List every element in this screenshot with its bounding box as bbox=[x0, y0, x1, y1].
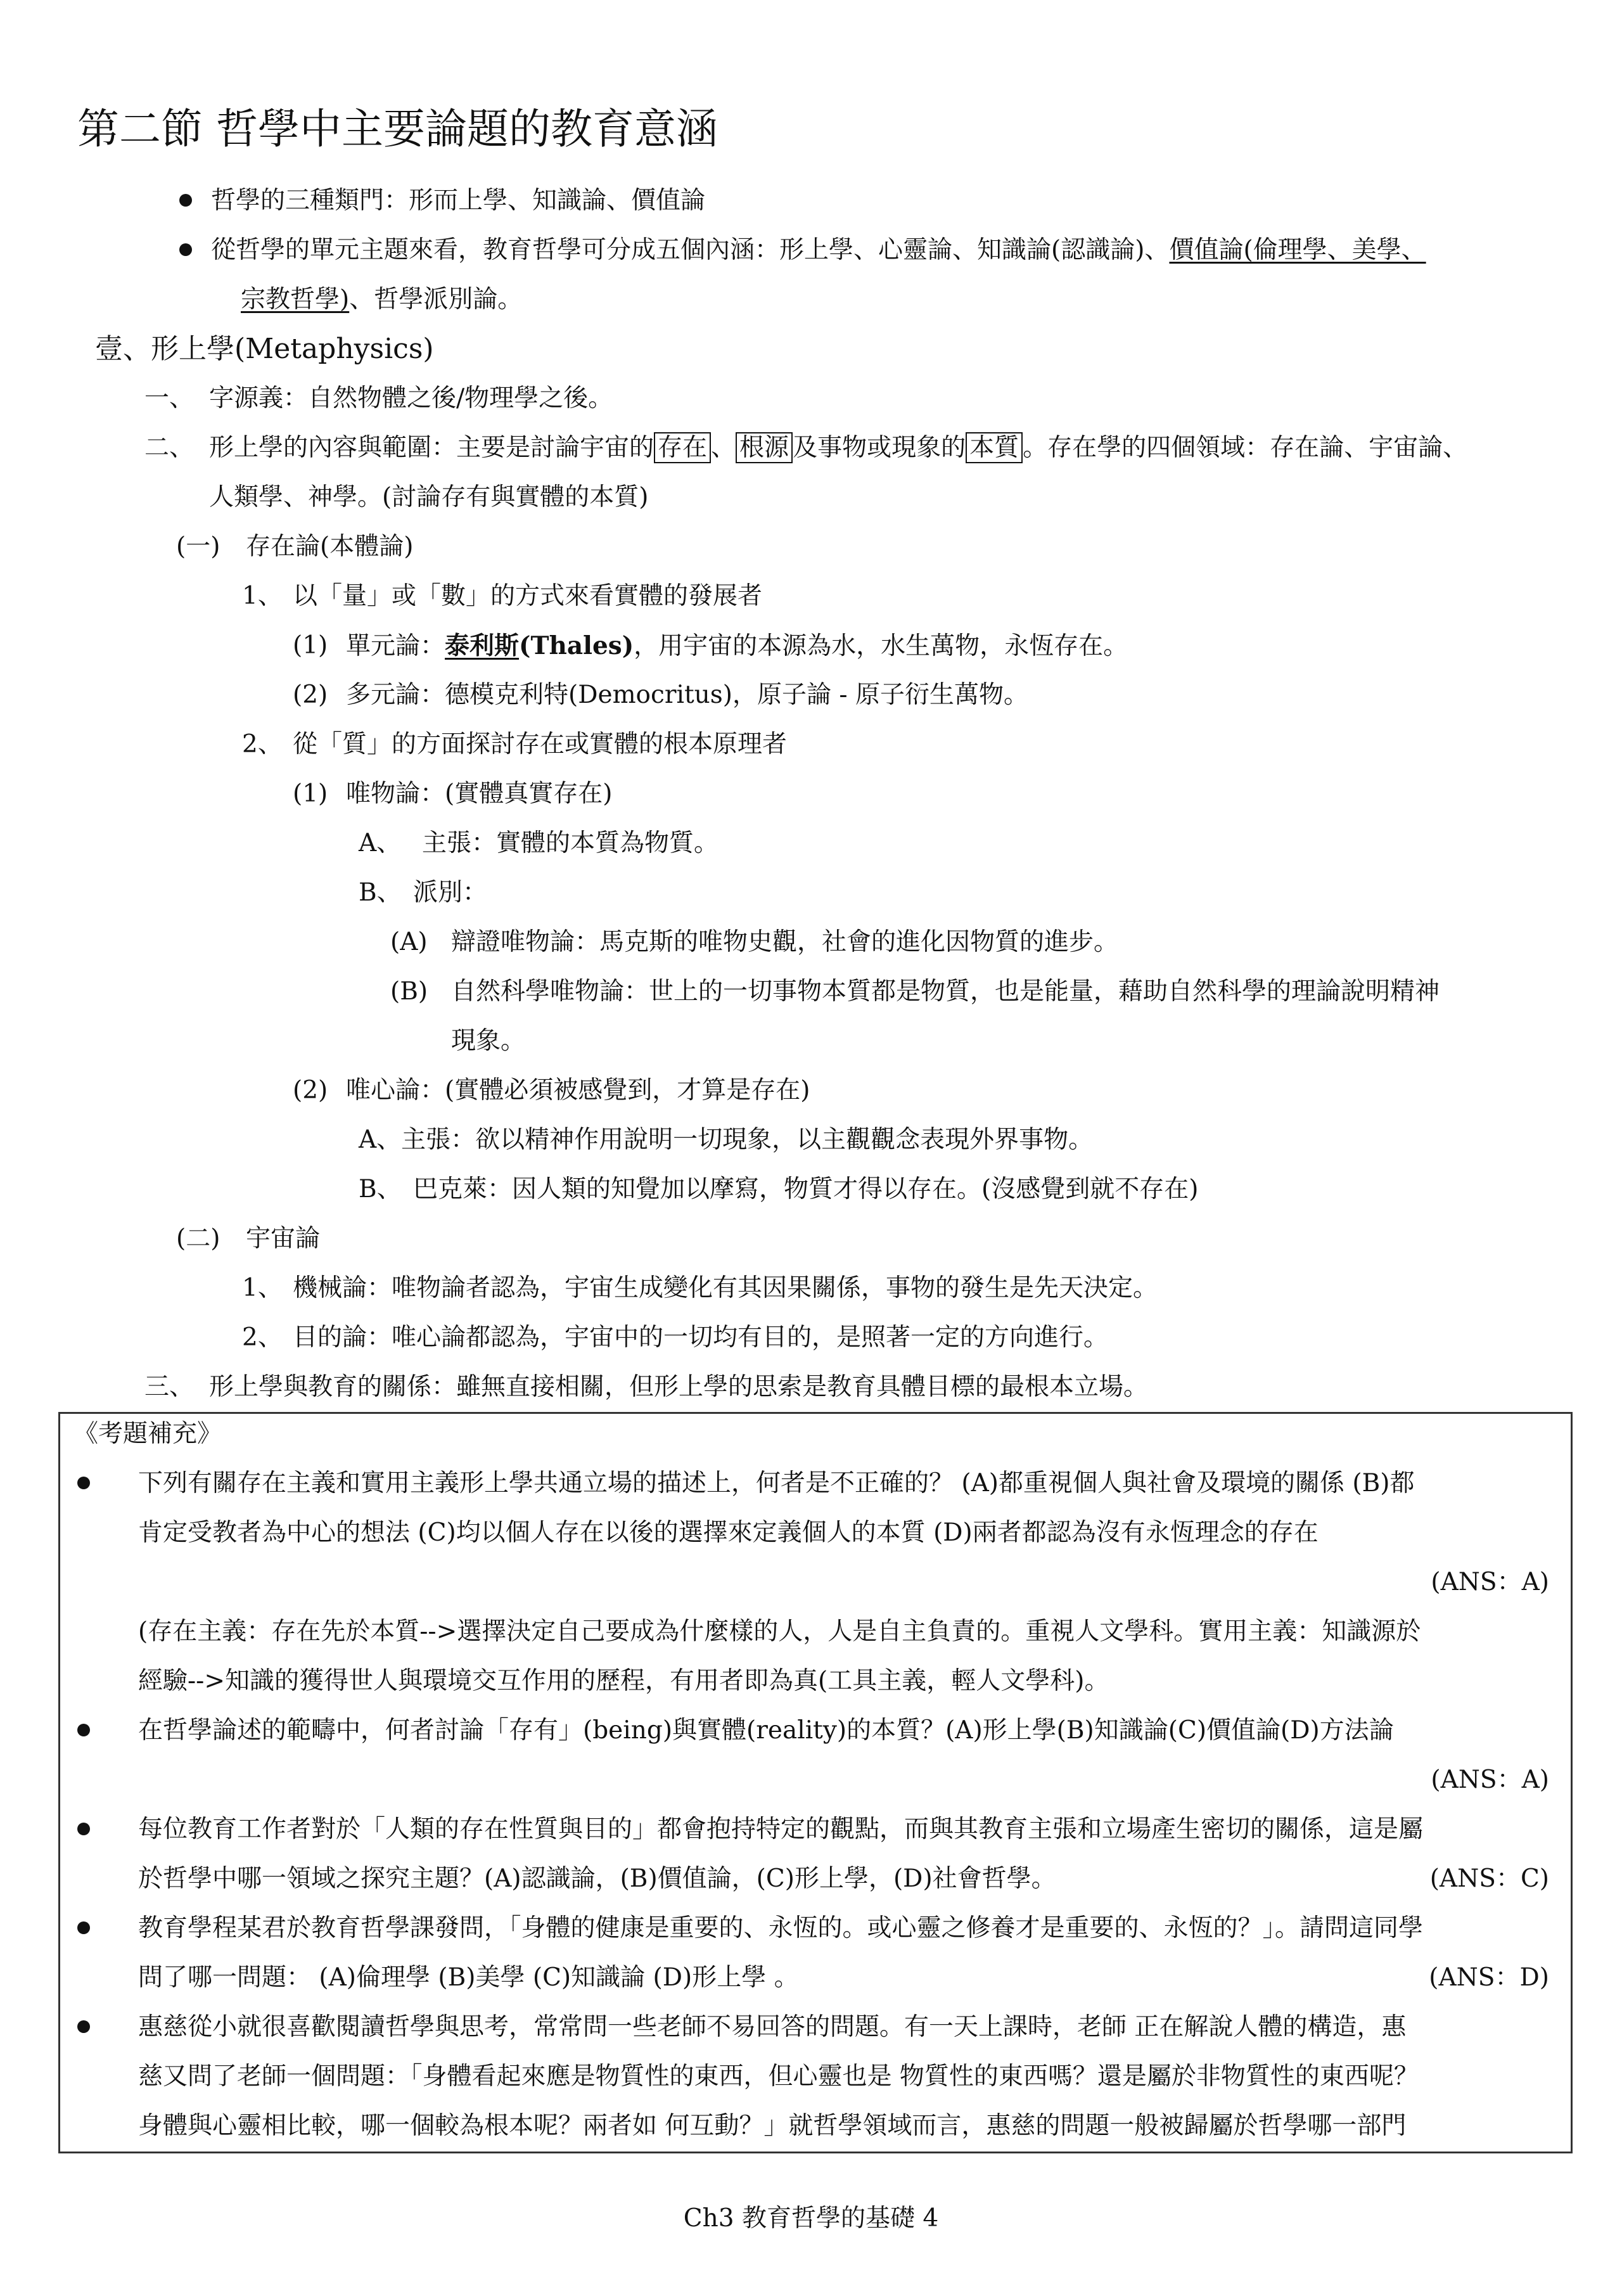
s1-number: 一、 bbox=[144, 384, 195, 413]
ont-item-2-number: 2、 bbox=[242, 730, 283, 759]
idealism-text: 唯心論：(實體必須被感覺到，才算是存在) bbox=[346, 1076, 810, 1105]
exam-q1-answer: (ANS：A) bbox=[1431, 1568, 1549, 1596]
intro-bullet-2-underlined: 價值論(倫理學、美學、 bbox=[1169, 236, 1426, 264]
ont-item-1-number: 1、 bbox=[242, 582, 283, 610]
exam-q2-answer: (ANS：A) bbox=[1431, 1766, 1549, 1794]
exam-q1-note-2: 經驗-->知識的獲得世人與環境交互作用的歷程，有用者即為真(工具主義，輕人文學科)。 bbox=[138, 1667, 1109, 1695]
materialism-text: 唯物論：(實體真實存在) bbox=[346, 779, 613, 808]
s1-text: 字源義：自然物體之後/物理學之後。 bbox=[209, 384, 613, 413]
exam-q3-line-1: 每位教育工作者對於「人類的存在性質與目的」都會抱持特定的觀點，而與其教育主張和立場產生密切的關係，這是屬 bbox=[138, 1815, 1424, 1844]
cosmology-2-number: 2、 bbox=[242, 1323, 283, 1352]
exam-q4-line-1: 教育學程某君於教育哲學課發問，「身體的健康是重要的、永恆的。或心靈之修養才是重要的、永恆的？」。請問這同學 bbox=[138, 1914, 1424, 1942]
keyword-box-essence: 本質 bbox=[966, 432, 1023, 463]
cosmology-1-text: 機械論：唯物論者認為，宇宙生成變化有其因果關係，事物的發生是先天決定。 bbox=[293, 1274, 1158, 1302]
ont-item-1b-number: (2) bbox=[293, 681, 328, 709]
s2-text-3: 及事物或現象的 bbox=[793, 433, 966, 462]
cosmology-number: (二) bbox=[176, 1224, 220, 1253]
monism-desc: ，用宇宙的本源為水，水生萬物，永恆存在。 bbox=[634, 632, 1128, 660]
s2-text-1: 形上學的內容與範圍：主要是討論宇宙的 bbox=[209, 433, 655, 462]
cosmology-1-number: 1、 bbox=[242, 1274, 283, 1302]
thales-english: (Thales) bbox=[519, 631, 634, 660]
bullet-icon bbox=[179, 194, 192, 207]
materialism-ba-text: 辯證唯物論：馬克斯的唯物史觀，社會的進化因物質的進步。 bbox=[451, 928, 1119, 956]
idealism-number: (2) bbox=[293, 1076, 328, 1105]
s2-text-2: 、 bbox=[711, 433, 736, 462]
materialism-b-text: 派別： bbox=[413, 878, 488, 907]
exam-q5-line-3: 身體與心靈相比較，哪一個較為根本呢？兩者如 何互動？」就哲學領域而言，惠慈的問題一般被歸屬於哲學哪一部門 bbox=[138, 2112, 1407, 2140]
s3-text: 形上學與教育的關係：雖無直接相關，但形上學的思索是教育具體目標的最根本立場。 bbox=[209, 1373, 1149, 1401]
keyword-box-origin: 根源 bbox=[736, 432, 793, 463]
materialism-bb-text-2: 現象。 bbox=[451, 1027, 526, 1055]
exam-q3-line-2: 於哲學中哪一領域之探究主題？(A)認識論，(B)價值論，(C)形上學，(D)社會哲學。 bbox=[138, 1864, 1056, 1893]
section-title: 第二節 哲學中主要論題的教育意涵 bbox=[77, 105, 718, 153]
ontology-number: (一) bbox=[176, 532, 220, 561]
bullet-icon bbox=[77, 1823, 90, 1835]
idealism-b-number: B、 bbox=[359, 1175, 402, 1203]
s2-text-4: 。存在學的四個領域：存在論、宇宙論、 bbox=[1023, 433, 1468, 462]
idealism-b-text: 巴克萊：因人類的知覺加以摩寫，物質才得以存在。(沒感覺到就不存在) bbox=[413, 1175, 1199, 1203]
exam-q5-line-1: 惠慈從小就很喜歡閱讀哲學與思考，常常問一些老師不易回答的問題。有一天上課時，老師 正在解說人體的構造，惠 bbox=[138, 2013, 1407, 2041]
bullet-icon bbox=[77, 1477, 90, 1489]
intro-bullet-2-line-1 bbox=[211, 233, 1426, 267]
ont-item-1-text: 以「量」或「數」的方式來看實體的發展者 bbox=[293, 582, 763, 610]
keyword-box-existence: 存在 bbox=[654, 432, 711, 463]
s3-number: 三、 bbox=[144, 1373, 195, 1401]
cosmology-2-text: 目的論：唯心論都認為，宇宙中的一切均有目的，是照著一定的方向進行。 bbox=[293, 1323, 1109, 1352]
cosmology-title: 宇宙論 bbox=[246, 1224, 321, 1253]
exam-q2-line-1: 在哲學論述的範疇中，何者討論「存有」(being)與實體(reality)的本質？(A)形上學(B)知識論(C)價值論(D)方法論 bbox=[138, 1716, 1394, 1745]
exam-q1-line-1: 下列有關存在主義和實用主義形上學共通立場的描述上，何者是不正確的？ (A)都重視個人與社會及環境的關係 (B)都 bbox=[138, 1469, 1415, 1498]
ont-item-1a-number: (1) bbox=[293, 631, 328, 660]
idealism-a-text: A、主張：欲以精神作用說明一切現象，以主觀觀念表現外界事物。 bbox=[359, 1126, 1094, 1154]
materialism-a-number: A、 bbox=[359, 829, 402, 857]
exam-q3-answer: (ANS：C) bbox=[1429, 1864, 1549, 1893]
materialism-number: (1) bbox=[293, 779, 328, 808]
exam-title: 《考題補充》 bbox=[73, 1420, 222, 1448]
monism-label: 單元論： bbox=[346, 632, 445, 660]
heading-metaphysics: 壹、形上學(Metaphysics) bbox=[95, 333, 434, 365]
intro-bullet-2-underlined-2: 宗教哲學) bbox=[241, 285, 350, 314]
intro-bullet-2-line-2 bbox=[241, 283, 522, 317]
materialism-a-text: 主張：實體的本質為物質。 bbox=[422, 829, 719, 857]
exam-q4-answer: (ANS：D) bbox=[1429, 1963, 1549, 1992]
page-footer: Ch3 教育哲學的基礎 4 bbox=[683, 2204, 939, 2233]
exam-q5-line-2: 慈又問了老師一個問題：「身體看起來應是物質性的東西，但心靈也是 物質性的東西嗎？還是屬於非物質性的東西呢？ bbox=[138, 2062, 1419, 2091]
materialism-ba-number: (A) bbox=[390, 928, 428, 956]
ont-item-1a-text bbox=[346, 629, 1128, 664]
ont-item-1b-text: 多元論：德模克利特(Democritus)，原子論 - 原子衍生萬物。 bbox=[346, 681, 1028, 709]
intro-bullet-1: 哲學的三種類門：形而上學、知識論、價值論 bbox=[211, 186, 706, 215]
ont-item-2-text: 從「質」的方面探討存在或實體的根本原理者 bbox=[293, 730, 788, 759]
bullet-icon bbox=[179, 243, 192, 256]
bullet-icon bbox=[77, 1921, 90, 1934]
materialism-b-number: B、 bbox=[359, 878, 402, 907]
exam-q4-line-2: 問了哪一問題： (A)倫理學 (B)美學 (C)知識論 (D)形上學 。 bbox=[138, 1963, 799, 1992]
intro-bullet-2-text: 從哲學的單元主題來看，教育哲學可分成五個內涵：形上學、心靈論、知識論(認識論)、 bbox=[211, 236, 1170, 264]
ontology-title: 存在論(本體論) bbox=[246, 532, 414, 561]
bullet-icon bbox=[77, 1724, 90, 1736]
s2-line-1 bbox=[209, 431, 1467, 465]
materialism-bb-number: (B) bbox=[390, 977, 428, 1006]
thales-name: 泰利斯 bbox=[445, 631, 520, 660]
s2-line-2: 人類學、神學。(討論存有與實體的本質) bbox=[209, 483, 649, 511]
intro-bullet-2-tail: 、哲學派別論。 bbox=[349, 285, 523, 314]
exam-q1-note-1: (存在主義：存在先於本質-->選擇決定自己要成為什麼樣的人，人是自主負責的。重視人文學科。實用主義：知識源於 bbox=[138, 1617, 1421, 1646]
bullet-icon bbox=[77, 2020, 90, 2033]
exam-q1-line-2: 肯定受教者為中心的想法 (C)均以個人存在以後的選擇來定義個人的本質 (D)兩者都認為沒有永恆理念的存在 bbox=[138, 1518, 1319, 1547]
s2-number: 二、 bbox=[144, 433, 195, 462]
materialism-bb-text: 自然科學唯物論：世上的一切事物本質都是物質，也是能量，藉助自然科學的理論說明精神 bbox=[451, 977, 1440, 1006]
